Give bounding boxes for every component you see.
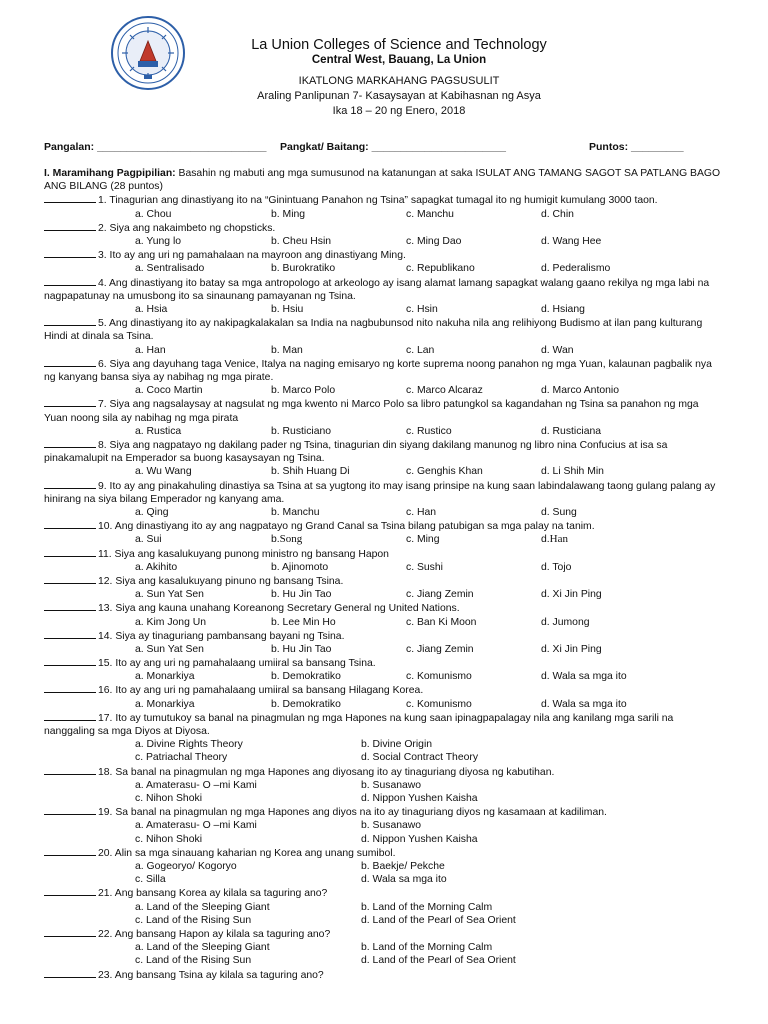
options-row [44,425,724,438]
question-item [44,276,724,317]
options-row [44,208,724,221]
option-c: c. Land of the Rising Sun [135,955,252,967]
option-c: c. Hsin [406,303,438,315]
option-a: a. Han [135,344,166,356]
question-item [44,357,724,398]
question-item [44,846,724,887]
option-a: a. Sun Yat Sen [135,589,204,601]
option-c: c. Patriachal Theory [135,752,228,764]
option-c: c. Nihon Shoki [135,833,202,845]
question-text: 23. Ang bansang Tsina ay kilala sa taguring ano? [44,968,724,982]
option-b: b. Hsiu [271,303,304,315]
option-d: d. Wala sa mga ito [541,671,627,683]
option-b: b. Demokratiko [271,671,341,683]
option-a: a. Monarkiya [135,698,195,710]
option-a: a. Kim Jong Un [135,616,207,628]
question-item [44,805,724,846]
options-row [44,344,724,357]
question-item [44,479,724,520]
question-item [44,886,724,927]
options-row [44,941,724,954]
option-b: b. Shih Huang Di [271,466,350,478]
exam-title: IKATLONG MARKAHANG PAGSUSULIT [298,75,500,87]
option-b: b. Cheu Hsin [271,236,332,247]
options-row [44,670,724,683]
option-d: d. Jumong [541,616,590,628]
answer-blank[interactable] [44,221,96,231]
question-item [44,248,724,275]
question-text: 11. Siya ang kasalukuyang punong ministro ng bansang Hapon [44,547,724,561]
question-text: 6. Siya ang dayuhang taga Venice, Italya na naging emisaryo ng korte suprema noong panahon ng mga Yuan, kalaunan pagbalik nya ng kanyang bansa siya ay nabihag ng mga pirate. [44,358,712,383]
instructions [44,167,724,193]
options-row [44,303,724,316]
options-row [44,533,724,546]
options-row [44,506,724,519]
option-d: d. Wala sa mga ito [541,698,627,710]
question-item [44,683,724,710]
question-text: 14. Siya ay tinaguriang pambansang bayani ng Tsina. [44,629,724,643]
option-c: c. Rustico [406,425,452,437]
option-c: c. Silla [135,874,166,886]
question-item [44,221,724,248]
option-b: b. Burokratiko [271,263,336,275]
option-a: a. Rustica [135,425,182,437]
question-item [44,519,724,546]
question-item [44,601,724,628]
option-a: a. Sun Yat Sen [135,643,204,655]
options-row [44,792,724,805]
question-item [44,629,724,656]
answer-blank[interactable] [44,765,96,775]
options-row [44,616,724,629]
question-text: 1. Tinagurian ang dinastiyang ito na “Ginintuang Panahon ng Tsina” sapagkat tumagal ito ng humigit kumulang 3000 taon. [44,193,724,207]
option-d: d. Rusticiana [541,425,602,437]
option-d: d. Social Contract Theory [361,752,479,764]
options-row [44,751,724,764]
option-d: d. Nippon Yushen Kaisha [361,833,478,845]
question-text: 9. Ito ay ang pinakahuling dinastiya sa Tsina at sa yugtong ito may isang prinsipe na kung saan labindalawang taong gulang palang ay hinirang na siya bilang Emperador ng kanyang ama. [44,480,716,505]
answer-blank[interactable] [44,479,96,489]
option-b: b. Hu Jin Tao [271,589,332,601]
answer-blank[interactable] [44,574,96,584]
question-text: 20. Alin sa mga sinauang kaharian ng Korea ang unang sumibol. [44,846,724,860]
question-item [44,968,724,982]
options-row [44,901,724,914]
option-c: c. Han [406,506,437,518]
option-c: c. Lan [406,344,435,356]
school-name: La Union Colleges of Science and Technology [251,37,547,53]
option-c: c. Ming [406,534,440,546]
question-item [44,193,724,220]
option-b: b. Hu Jin Tao [271,643,332,655]
option-b: b. Baekje/ Pekche [361,861,445,873]
option-d: d. Wala sa mga ito [361,874,447,886]
option-d: d. Han [541,533,568,546]
answer-blank[interactable] [44,248,96,258]
option-d: d. Wang Hee [541,236,602,247]
option-a: a. Land of the Sleeping Giant [135,942,270,954]
exam-subject: Araling Panlipunan 7- Kasaysayan at Kabihasnan ng Asya [257,90,541,102]
answer-blank[interactable] [44,276,96,286]
options-row [44,262,724,275]
student-info-fields [44,141,744,155]
options-row [44,914,724,927]
answer-blank[interactable] [44,397,96,407]
answer-blank[interactable] [44,357,96,367]
question-text: 3. Ito ay ang uri ng pamahalaan na mayroon ang dinastiyang Ming. [44,248,724,262]
question-item [44,547,724,574]
answer-blank[interactable] [44,316,96,326]
question-text: 2. Siya ang nakaimbeto ng chopsticks. [44,221,724,235]
question-item [44,397,724,438]
option-a: a. Divine Rights Theory [135,739,243,751]
option-c: c. Sushi [406,561,443,573]
options-row [44,561,724,574]
section-field[interactable]: Pangkat/ Baitang: _______________________ [280,141,506,153]
option-b: b. Susanawo [361,820,422,832]
option-c: c. Genghis Khan [406,466,483,478]
option-b: b. Marco Polo [271,385,336,397]
answer-blank[interactable] [44,886,96,896]
answer-blank[interactable] [44,805,96,815]
options-row [44,860,724,873]
option-a: a. Gogeoryo/ Kogoryo [135,861,237,873]
exam-content [44,167,724,982]
option-a: a. Akihito [135,561,178,573]
options-row [44,738,724,751]
option-d: d. Chin [541,208,574,220]
option-a: a. Qing [135,506,169,518]
option-b: b. Man [271,344,303,356]
option-c: c. Manchu [406,208,454,220]
question-item [44,574,724,601]
option-c: c. Land of the Rising Sun [135,914,252,926]
question-text: 4. Ang dinastiyang ito batay sa mga antropologo at arkeologo ay isang alamat lamang sapagkat walang gaano rekilya ng mga labi na nagpapatunay na umusbong ito sa sinaunang pamayanan ng Tsina. [44,277,710,302]
answer-blank[interactable] [44,711,96,721]
option-b: b. Land of the Morning Calm [361,942,493,954]
option-a: a. Monarkiya [135,671,195,683]
question-text: 5. Ang dinastiyang ito ay nakipagkalakalan sa India na nagbubunsod nito nakuha nila ang relihiyong Budismo at ilan pang kulturang Hindi at dinala sa Tsina. [44,318,703,343]
option-b: b. Ajinomoto [271,561,329,573]
option-c: c. Nihon Shoki [135,793,202,805]
option-b: b. Song [271,533,303,546]
question-text: 8. Siya ang nagpatayo ng dakilang pader ng Tsina, tinagurian din siyang dakilang manunog ng libro nina Confucius at isa sa pinakamalupit na Emperador sa buong kasaysayan ng Tsina. [44,439,668,465]
option-a: a. Wu Wang [135,466,192,478]
option-d: d. Land of the Pearl of Sea Orient [361,955,516,967]
exam-date: Ika 18 – 20 ng Enero, 2018 [332,105,466,117]
question-text: 10. Ang dinastiyang ito ay ang nagpatayo ng Grand Canal sa Tsina bilang patubigan sa mga palay na tanim. [44,519,724,533]
answer-blank[interactable] [44,629,96,639]
options-row [44,465,724,478]
option-d: d. Xi Jin Ping [541,589,602,601]
answer-blank[interactable] [44,846,96,856]
option-d: d. Sung [541,506,577,518]
option-a: a. Chou [135,208,172,220]
question-item [44,656,724,683]
option-a: a. Amaterasu- O –mi Kami [135,779,257,791]
question-item [44,765,724,806]
question-item [44,711,724,765]
option-d: d. Marco Antonio [541,385,619,397]
option-d: d. Land of the Pearl of Sea Orient [361,914,516,926]
option-b: b. Demokratiko [271,698,341,710]
option-c: c. Republikano [406,263,475,275]
option-b: b. Rusticiano [271,425,332,437]
option-d: d. Wan [541,344,574,356]
instructions-text: Basahin ng mabuti ang mga sumusunod na katanungan at saka ISULAT ANG TAMANG SAGOT SA PATLANG BAGO ANG BILANG (28 puntos) [44,168,721,193]
option-d: d. Hsiang [541,303,585,315]
option-d: d. Nippon Yushen Kaisha [361,793,478,805]
question-list [44,193,724,981]
answer-blank[interactable] [44,438,96,448]
option-a: a. Amaterasu- O –mi Kami [135,820,257,832]
options-row [44,779,724,792]
question-text: 17. Ito ay tumutukoy sa banal na pinagmulan ng mga Hapones na kung saan ipinagpapalagay nila ang kanilang mga sarili na nanggaling sa mga Diyos at Diyosa. [44,712,674,738]
answer-blank[interactable] [44,519,96,529]
options-row [44,819,724,832]
option-b: b. Manchu [271,506,320,518]
question-text: 13. Siya ang kauna unahang Koreanong Secretary General ng United Nations. [44,601,724,615]
written-answer: Song [279,533,303,546]
option-a: a. Hsia [135,303,168,315]
options-row [44,873,724,886]
instructions-heading: I. Maramihang Pagpipilian: [44,168,176,179]
question-text: 22. Ang bansang Hapon ay kilala sa taguring ano? [44,927,724,941]
question-item [44,438,724,479]
options-row [44,643,724,656]
school-address: Central West, Bauang, La Union [311,54,487,66]
question-item [44,927,724,968]
answer-blank[interactable] [44,547,96,557]
question-text: 21. Ang bansang Korea ay kilala sa taguring ano? [44,886,724,900]
option-d: d. Xi Jin Ping [541,643,602,655]
option-a: a. Sui [135,534,162,546]
options-row [44,384,724,397]
question-text: 19. Sa banal na pinagmulan ng mga Hapones ang diyos na ito ay tinaguriang diyos ng kasamaan at kadiliman. [44,805,724,819]
question-text: 15. Ito ay ang uri ng pamahalaang umiiral sa bansang Tsina. [44,656,724,670]
option-c: c. Komunismo [406,698,472,710]
options-row [44,698,724,711]
option-c: c. Marco Alcaraz [406,385,483,397]
option-c: c. Jiang Zemin [406,589,474,601]
question-text: 16. Ito ay ang uri ng pamahalaang umiiral sa bansang Hilagang Korea. [44,683,724,697]
answer-blank[interactable] [44,968,96,978]
options-row [44,954,724,967]
option-a: a. Sentralisado [135,263,205,275]
option-b: b. Susanawo [361,779,422,791]
option-c: c. Jiang Zemin [406,643,474,655]
question-text: 12. Siya ang kasalukuyang pinuno ng bansang Tsina. [44,574,724,588]
option-a: a. Coco Martin [135,385,203,397]
written-answer: Han [549,533,568,546]
option-c: c. Ming Dao [406,236,462,247]
answer-blank[interactable] [44,927,96,937]
name-field[interactable]: Pangalan: _____________________________ [44,141,267,153]
option-c: c. Ban Ki Moon [406,616,477,628]
question-text: 7. Siya ang nagsalaysay at nagsulat ng mga kwento ni Marco Polo sa libro patungkol sa kagandahan ng Tsina sa panahon ng mga Yuan noong sila ay nabihag ng mga pirata [44,399,699,424]
option-c: c. Komunismo [406,671,472,683]
option-d: d. Pederalismo [541,263,611,275]
option-b: b. Lee Min Ho [271,616,336,628]
answer-blank[interactable] [44,656,96,666]
question-item [44,316,724,357]
option-b: b. Ming [271,208,306,220]
option-d: d. Li Shih Min [541,466,604,478]
option-b: b. Divine Origin [361,739,433,751]
answer-blank[interactable] [44,601,96,611]
option-d: d. Tojo [541,561,572,573]
options-row [44,588,724,601]
option-a: a. Yung lo [135,236,182,247]
question-text: 18. Sa banal na pinagmulan ng mga Hapones ang diyosang ito ay tinaguriang diyosa ng kabutihan. [44,765,724,779]
answer-blank[interactable] [44,683,96,693]
options-row [44,235,724,248]
option-a: a. Land of the Sleeping Giant [135,901,270,913]
options-row [44,833,724,846]
score-field[interactable]: Puntos: _________ [589,141,684,153]
option-b: b. Land of the Morning Calm [361,901,493,913]
answer-blank[interactable] [44,193,96,203]
